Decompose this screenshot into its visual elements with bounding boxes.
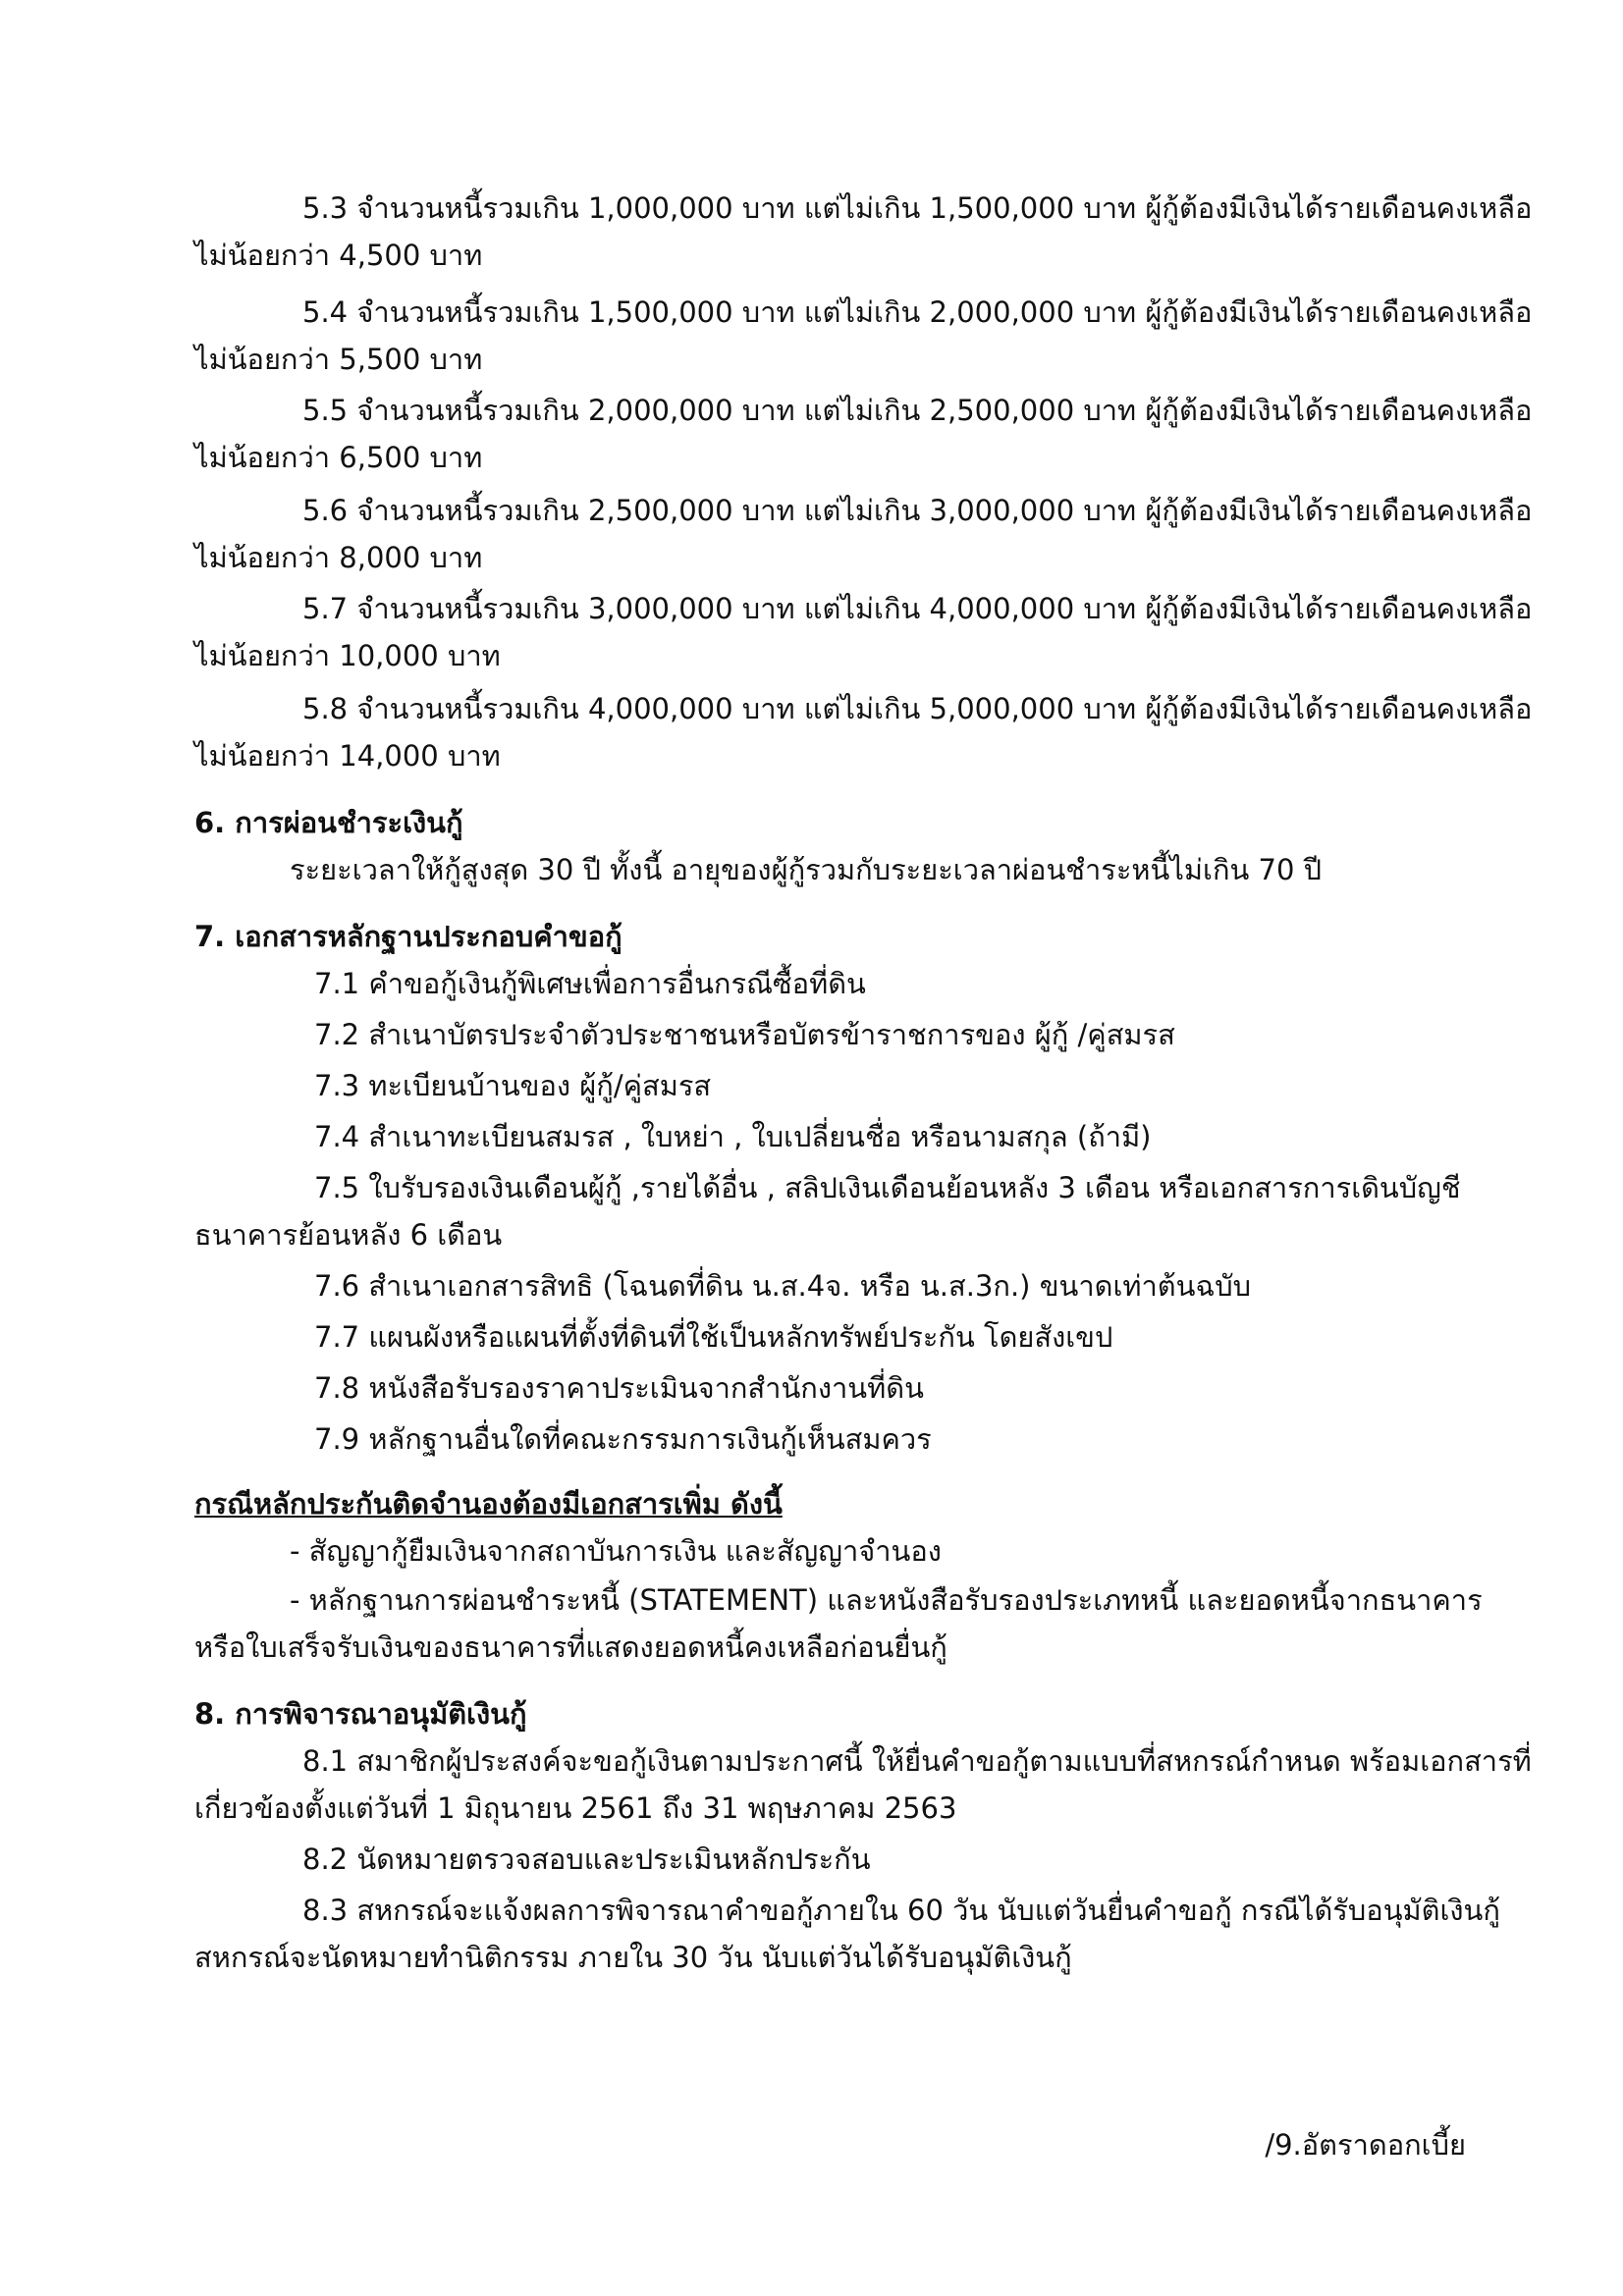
condition-5-8-line2: ไม่น้อยกว่า 14,000 บาท [194,739,501,773]
condition-5-5-line2: ไม่น้อยกว่า 6,500 บาท [194,441,483,474]
section-8-paragraph-continuation: สหกรณ์จะนัดหมายทำนิติกรรม ภายใน 30 วัน นับแต่วันได้รับอนุมัติเงินกู้ [194,1941,1072,1974]
section-8-heading: 8. การพิจารณาอนุมัติเงินกู้ [194,1697,527,1731]
section-7-heading: 7. เอกสารหลักฐานประกอบคำขอกู้ [194,920,622,953]
mortgage-case-item: - สัญญากู้ยืมเงินจากสถาบันการเงิน และสัญญาจำนอง [290,1534,942,1568]
mortgage-case-item: - หลักฐานการผ่อนชำระหนี้ (STATEMENT) และหนังสือรับรองประเภทหนี้ และยอดหนี้จากธนาคาร [290,1583,1483,1617]
section-7-item: 7.4 สำเนาทะเบียนสมรส , ใบหย่า , ใบเปลี่ยนชื่อ หรือนามสกุล (ถ้ามี) [314,1120,1152,1153]
condition-5-6-line1: 5.6 จำนวนหนี้รวมเกิน 2,500,000 บาท แต่ไม่เกิน 3,000,000 บาท ผู้กู้ต้องมีเงินได้รายเดือนคงเหลือ [302,494,1533,527]
condition-5-4-line2: ไม่น้อยกว่า 5,500 บาท [194,343,483,376]
section-7-item: 7.1 คำขอกู้เงินกู้พิเศษเพื่อการอื่นกรณีซื้อที่ดิน [314,967,866,1000]
section-7-item: 7.6 สำเนาเอกสารสิทธิ (โฉนดที่ดิน น.ส.4จ. หรือ น.ส.3ก.) ขนาดเท่าต้นฉบับ [314,1269,1252,1303]
section-7-item: 7.3 ทะเบียนบ้านของ ผู้กู้/คู่สมรส [314,1069,712,1102]
mortgage-case-item-continuation: หรือใบเสร็จรับเงินของธนาคารที่แสดงยอดหนี้คงเหลือก่อนยื่นกู้ [194,1630,947,1664]
section-7-item-continuation: ธนาคารย้อนหลัง 6 เดือน [194,1218,503,1252]
condition-5-6-line2: ไม่น้อยกว่า 8,000 บาท [194,541,483,574]
section-7-item: 7.9 หลักฐานอื่นใดที่คณะกรรมการเงินกู้เห็นสมควร [314,1422,932,1456]
condition-5-5-line1: 5.5 จำนวนหนี้รวมเกิน 2,000,000 บาท แต่ไม่เกิน 2,500,000 บาท ผู้กู้ต้องมีเงินได้รายเดือนคงเหลือ [302,394,1533,427]
condition-5-7-line1: 5.7 จำนวนหนี้รวมเกิน 3,000,000 บาท แต่ไม่เกิน 4,000,000 บาท ผู้กู้ต้องมีเงินได้รายเดือนคงเหลือ [302,592,1533,625]
section-7-item: 7.7 แผนผังหรือแผนที่ตั้งที่ดินที่ใช้เป็นหลักทรัพย์ประกัน โดยสังเขป [314,1320,1113,1354]
condition-5-3-line2: ไม่น้อยกว่า 4,500 บาท [194,239,483,272]
section-7-item: 7.2 สำเนาบัตรประจำตัวประชาชนหรือบัตรข้าราชการของ ผู้กู้ /คู่สมรส [314,1018,1175,1051]
section-8-paragraph: 8.2 นัดหมายตรวจสอบและประเมินหลักประกัน [302,1842,871,1876]
condition-5-4-line1: 5.4 จำนวนหนี้รวมเกิน 1,500,000 บาท แต่ไม่เกิน 2,000,000 บาท ผู้กู้ต้องมีเงินได้รายเดือนคงเหลือ [302,295,1533,329]
section-7-item: 7.5 ใบรับรองเงินเดือนผู้กู้ ,รายได้อื่น , สลิปเงินเดือนย้อนหลัง 3 เดือน หรือเอกสารการเดินบัญชี [314,1171,1461,1204]
section-6-heading: 6. การผ่อนชำระเงินกู้ [194,806,463,839]
section-8-paragraph: 8.3 สหกรณ์จะแจ้งผลการพิจารณาคำขอกู้ภายใน 60 วัน นับแต่วันยื่นคำขอกู้ กรณีได้รับอนุมัติเงินกู้ [302,1894,1500,1927]
mortgage-case-heading: กรณีหลักประกันติดจำนองต้องมีเอกสารเพิ่ม ดังนี้ [194,1487,783,1521]
condition-5-3-line1: 5.3 จำนวนหนี้รวมเกิน 1,000,000 บาท แต่ไม่เกิน 1,500,000 บาท ผู้กู้ต้องมีเงินได้รายเดือนคงเหลือ [302,191,1533,225]
section-6-text: ระยะเวลาให้กู้สูงสุด 30 ปี ทั้งนี้ อายุของผู้กู้รวมกับระยะเวลาผ่อนชำระหนี้ไม่เกิน 70 ปี [290,853,1323,886]
section-8-paragraph: 8.1 สมาชิกผู้ประสงค์จะขอกู้เงินตามประกาศนี้ ให้ยื่นคำขอกู้ตามแบบที่สหกรณ์กำหนด พร้อมเอกสารที่ [302,1744,1532,1778]
condition-5-7-line2: ไม่น้อยกว่า 10,000 บาท [194,639,501,672]
next-page-reference: /9.อัตราดอกเบี้ย [1265,2128,1466,2162]
section-7-item: 7.8 หนังสือรับรองราคาประเมินจากสำนักงานที่ดิน [314,1371,924,1405]
condition-5-8-line1: 5.8 จำนวนหนี้รวมเกิน 4,000,000 บาท แต่ไม่เกิน 5,000,000 บาท ผู้กู้ต้องมีเงินได้รายเดือนคงเหลือ [302,692,1533,725]
section-8-paragraph-continuation: เกี่ยวข้องตั้งแต่วันที่ 1 มิถุนายน 2561 ถึง 31 พฤษภาคม 2563 [194,1791,957,1825]
